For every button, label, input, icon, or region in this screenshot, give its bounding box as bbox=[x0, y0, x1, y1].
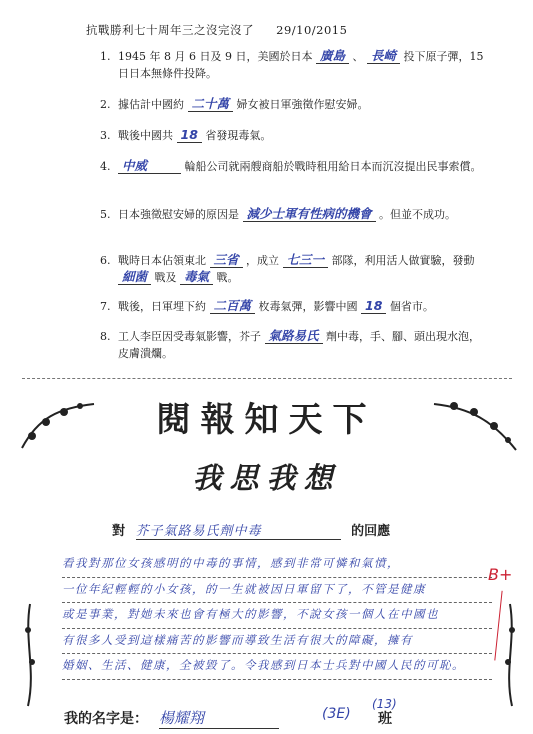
section-subtitle: 我思我想 bbox=[192, 461, 341, 495]
question-4: 4. 中威 輪船公司就兩艘商船於戰時租用給日本而沉沒提出民事索償。 bbox=[100, 158, 482, 173]
worksheet-date: 29/10/2015 bbox=[276, 23, 348, 37]
answer-field[interactable]: 七三一 bbox=[283, 252, 329, 268]
vine-ornament-right-side-icon bbox=[500, 600, 520, 710]
question-2: 2. 據估計中國約 二十萬 婦女被日軍強徵作慰安婦。 bbox=[100, 96, 369, 111]
answer-field[interactable]: 二十萬 bbox=[188, 96, 234, 112]
answer-field[interactable]: 減少士軍有性病的機會 bbox=[243, 206, 376, 222]
student-name-field[interactable]: 楊耀翔 bbox=[159, 707, 279, 729]
class-label: 班 bbox=[378, 711, 392, 727]
vine-ornament-left-side-icon bbox=[20, 600, 40, 710]
answer-field[interactable]: 三省 bbox=[210, 252, 243, 268]
student-number-field[interactable]: (13) bbox=[372, 697, 397, 711]
answer-field[interactable]: 二百萬 bbox=[210, 298, 256, 314]
response-topic-field[interactable]: 芥子氣路易氏劑中毒 bbox=[136, 520, 341, 540]
question-7: 7. 戰後，日軍埋下約 二百萬 枚毒氣彈，影響中國 18 個省市。 bbox=[100, 298, 434, 313]
answer-field[interactable]: 長崎 bbox=[367, 48, 400, 64]
response-text-area[interactable] bbox=[62, 552, 492, 680]
question-number: 1. bbox=[100, 50, 111, 63]
response-line: 或是事業，對她未來也會有極大的影響，不說女孩一個人在中國也 bbox=[62, 603, 492, 629]
answer-field[interactable]: 廣島 bbox=[316, 48, 349, 64]
section-divider bbox=[22, 378, 512, 379]
answer-field[interactable]: 18 bbox=[361, 298, 386, 314]
section-title: 閱報知天下 bbox=[156, 400, 377, 440]
student-name-row: 我的名字是： 楊耀翔 bbox=[64, 707, 285, 729]
class-field[interactable]: (3E) bbox=[322, 706, 351, 722]
question-6: 6. 戰時日本佔領東北 三省 ，成立 七三一 部隊，利用活人做實驗，發動 細菌 戰及 毒氣 戰。 bbox=[100, 252, 475, 284]
grade-mark: B+ bbox=[488, 565, 513, 584]
worksheet-title: 抗戰勝利七十周年三之沒完沒了 bbox=[86, 23, 254, 37]
question-5: 5. 日本強徵慰安婦的原因是 減少士軍有性病的機會 。但並不成功。 bbox=[100, 206, 457, 221]
response-line: 看我對那位女孩感明的中毒的事情，感到非常可憐和氣憤， bbox=[62, 552, 492, 578]
question-8: 8. 工人李臣因受毒氣影響，芥子 氣路易氏 劑中毒，手、腳、頭出現水泡，皮膚潰爛。 bbox=[100, 328, 481, 360]
question-3: 3. 戰後中國共 18 省發現毒氣。 bbox=[100, 127, 272, 142]
answer-field[interactable]: 氣路易氏 bbox=[265, 328, 323, 344]
answer-field[interactable]: 毒氣 bbox=[180, 269, 213, 285]
response-heading: 對 芥子氣路易氏劑中毒 的回應 bbox=[112, 520, 390, 540]
response-line: 一位年紀輕輕的小女孩，的一生就被因日軍留下了，不管是健康 bbox=[62, 578, 492, 604]
answer-field[interactable]: 細菌 bbox=[118, 269, 151, 285]
answer-field[interactable]: 18 bbox=[177, 127, 202, 143]
response-line: 有很多人受到這樣痛苦的影響而導致生活有很大的障礙，擁有 bbox=[62, 629, 492, 655]
response-line: 婚姻、生活、健康，全被毀了。令我感到日本士兵對中國人民的可恥。 bbox=[62, 654, 492, 680]
answer-field[interactable]: 中威 bbox=[118, 158, 181, 174]
question-1: 1. 1945 年 8 月 6 日及 9 日，美國於日本 廣島 、 長崎 投下原子彈，15 日日本無條件投降。 bbox=[100, 48, 484, 80]
worksheet-header bbox=[86, 22, 347, 38]
